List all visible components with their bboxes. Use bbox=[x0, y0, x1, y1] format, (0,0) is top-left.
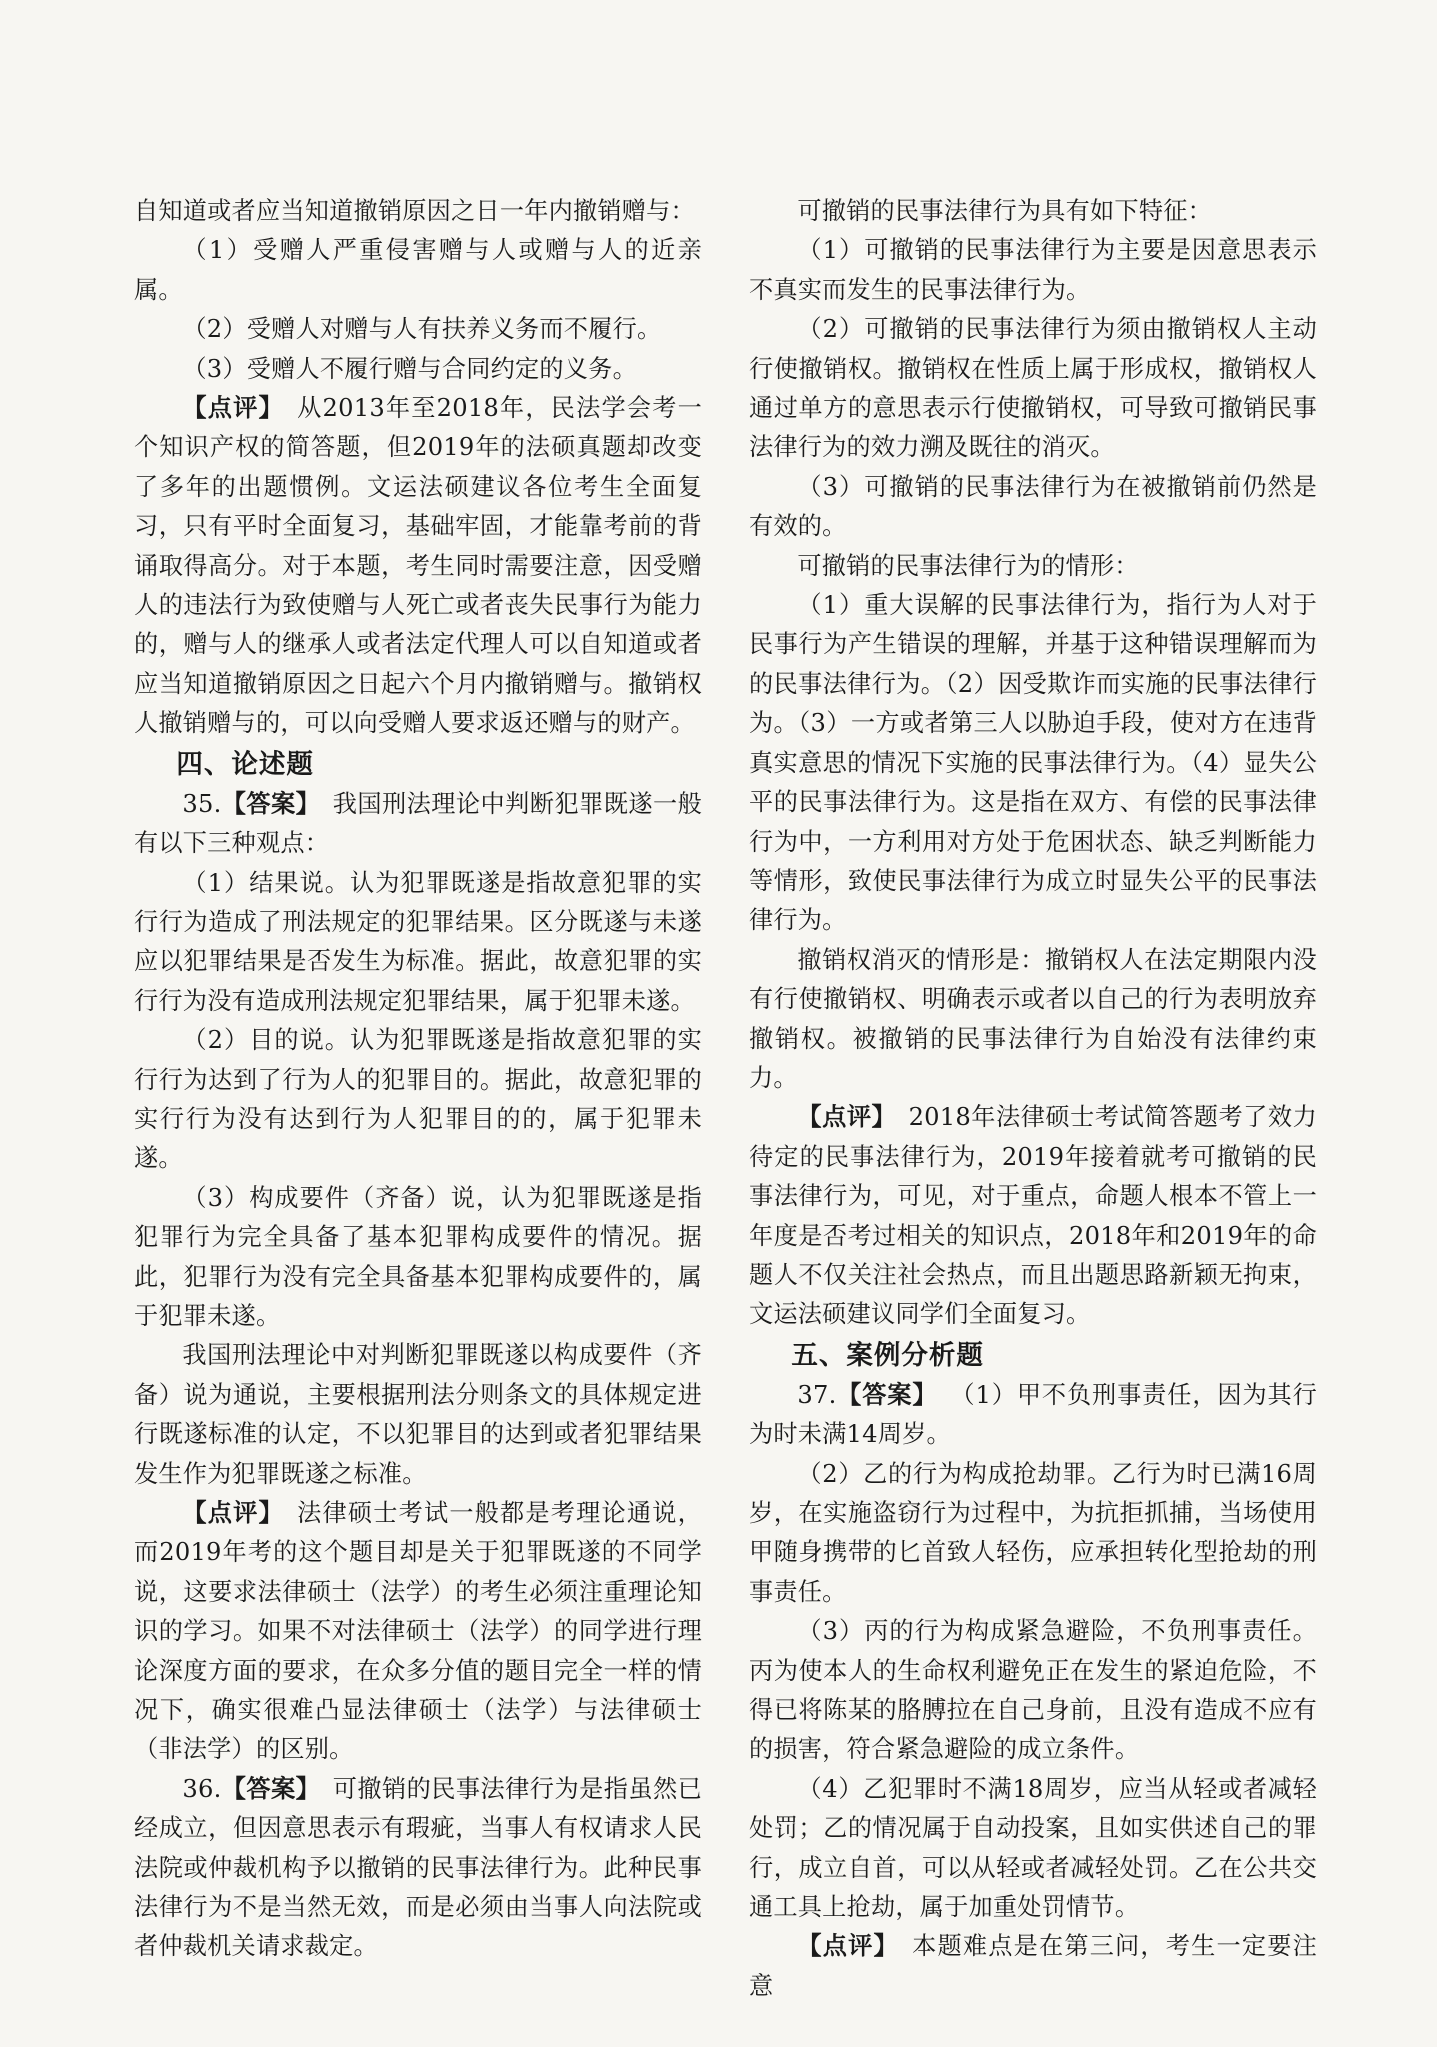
paragraph: 可撤销的民事法律行为的情形： bbox=[797, 551, 1139, 580]
paragraph: 自知道或者应当知道撤销原因之日一年内撤销赠与： bbox=[134, 197, 695, 225]
answer-label: 【点评】 bbox=[797, 1932, 899, 1961]
paragraph: （1）结果说。认为犯罪既遂是指故意犯罪的实行行为造成了刑法规定的犯罪结果。区分既遂与未遂应以犯罪结果是否发生为标准。据此，故意犯罪的实行行为没有造成刑法规定犯罪结果，属于犯罪未遂。 bbox=[134, 868, 702, 1015]
paragraph bbox=[134, 785, 702, 864]
paragraph: （3）构成要件（齐备）说，认为犯罪既遂是指犯罪行为完全具备了基本犯罪构成要件的情况。据此，犯罪行为没有完全具备基本犯罪构成要件的，属于犯罪未遂。 bbox=[134, 1183, 702, 1330]
paragraph bbox=[749, 1376, 1317, 1455]
answer-label: 【答案】 bbox=[221, 1774, 321, 1803]
paragraph bbox=[134, 1770, 702, 1967]
paragraph: （2）可撤销的民事法律行为须由撤销权人主动行使撤销权。撤销权在性质上属于形成权，撤销权人通过单方的意思表示行使撤销权，可导致可撤销民事法律行为的效力溯及既往的消灭。 bbox=[749, 315, 1317, 462]
paragraph bbox=[749, 1927, 1317, 2006]
paragraph: （4）乙犯罪时不满18周岁，应当从轻或者减轻处罚；乙的情况属于自动投案，且如实供述自己的罪行，成立自首，可以从轻或者减轻处罚。乙在公共交通工具上抢劫，属于加重处罚情节。 bbox=[749, 1774, 1317, 1922]
paragraph: （1）可撤销的民事法律行为主要是因意思表示不真实而发生的民事法律行为。 bbox=[749, 236, 1317, 304]
paragraph bbox=[749, 1098, 1317, 1334]
question-number: 36. bbox=[182, 1774, 222, 1803]
paragraph-text: 可撤销的民事法律行为是指虽然已经成立，但因意思表示有瑕疵，当事人有权请求人民法院或仲裁机构予以撤销的民事法律行为。此种民事法律行为不是当然无效，而是必须由当事人向法院或者仲裁机关请求裁定。 bbox=[134, 1774, 702, 1961]
answer-label: 【点评】 bbox=[797, 1103, 897, 1132]
paragraph: （3）受赠人不履行赠与合同约定的义务。 bbox=[182, 354, 637, 383]
paragraph-text: 本题难点是在第三问，考生一定要注意 bbox=[749, 1932, 1317, 2000]
answer-label: 【点评】 bbox=[182, 1499, 284, 1527]
paragraph-text: 从2013年至2018年，民法学会考一个知识产权的简答题，但2019年的法硕真题却改变了多年的出题惯例。文运法硕建议各位考生全面复习，只有平时全面复习，基础牢固，才能靠考前的背诵取得高分。对于本题，考生同时需要注意，因受赠人的违法行为致使赠与人死亡或者丧失民事行为能力的，赠与人的继承人或者法定代理人可以自知道或者应当知道撤销原因之日起六个月内撤销赠与。撤销权人撤销赠与的，可以向受赠人要求返还赠与的财产。 bbox=[134, 394, 702, 738]
answer-label: 【点评】 bbox=[182, 394, 284, 423]
right-column bbox=[749, 192, 1317, 2006]
section-heading: 四、论述题 bbox=[176, 748, 314, 780]
left-column bbox=[134, 192, 702, 1967]
paragraph-text: （1）甲不负刑事责任，因为其行为时未满14周岁。 bbox=[749, 1380, 1317, 1449]
answer-label: 【答案】 bbox=[836, 1380, 938, 1409]
paragraph: （3）可撤销的民事法律行为在被撤销前仍然是有效的。 bbox=[749, 472, 1317, 541]
paragraph: 我国刑法理论中对判断犯罪既遂以构成要件（齐备）说为通说，主要根据刑法分则条文的具体规定进行既遂标准的认定，不以犯罪目的达到或者犯罪结果发生作为犯罪既遂之标准。 bbox=[134, 1341, 702, 1488]
paragraph: 可撤销的民事法律行为具有如下特征： bbox=[797, 197, 1212, 225]
question-number: 35. bbox=[182, 789, 222, 818]
paragraph: （2）乙的行为构成抢劫罪。乙行为时已满16周岁，在实施盗窃行为过程中，为抗拒抓捕，当场使用甲随身携带的匕首致人轻伤，应承担转化型抢劫的刑事责任。 bbox=[749, 1459, 1317, 1606]
paragraph bbox=[134, 389, 702, 744]
paragraph: （2）目的说。认为犯罪既遂是指故意犯罪的实行行为达到了行为人的犯罪目的。据此，故意犯罪的实行行为没有达到行为人犯罪目的的，属于犯罪未遂。 bbox=[134, 1026, 702, 1173]
paragraph: （1）重大误解的民事法律行为，指行为人对于民事行为产生错误的理解，并基于这种错误理解而为的民事法律行为。（2）因受欺诈而实施的民事法律行为。（3）一方或者第三人以胁迫手段，使对方在违背真实意思的情况下实施的民事法律行为。（4）显失公平的民事法律行为。这是指在双方、有偿的民事法律行为中，一方利用对方处于危困状态、缺乏判断能力等情形，致使民事法律行为成立时显失公平的民事法律行为。 bbox=[749, 591, 1317, 935]
section-heading: 五、案例分析题 bbox=[791, 1339, 984, 1371]
paragraph: （1）受赠人严重侵害赠与人或赠与人的近亲属。 bbox=[134, 236, 702, 304]
answer-label: 【答案】 bbox=[221, 789, 321, 818]
paragraph bbox=[134, 1494, 702, 1770]
paragraph: （3）丙的行为构成紧急避险，不负刑事责任。丙为使本人的生命权利避免正在发生的紧迫危险，不得已将陈某的胳膊拉在自己身前，且没有造成不应有的损害，符合紧急避险的成立条件。 bbox=[749, 1617, 1317, 1764]
paragraph-text: 我国刑法理论中判断犯罪既遂一般有以下三种观点： bbox=[134, 789, 702, 858]
paragraph: （2）受赠人对赠与人有扶养义务而不履行。 bbox=[182, 315, 662, 344]
question-number: 37. bbox=[797, 1380, 837, 1409]
paragraph-text: 2018年法律硕士考试简答题考了效力待定的民事法律行为，2019年接着就考可撤销的民事法律行为，可见，对于重点，命题人根本不管上一年度是否考过相关的知识点，2018年和2019年的命题人不仅关注社会热点，而且出题思路新颖无拘束，文运法硕建议同学们全面复习。 bbox=[749, 1103, 1318, 1329]
paragraph: 撤销权消灭的情形是：撤销权人在法定期限内没有行使撤销权、明确表示或者以自己的行为表明放弃撤销权。被撤销的民事法律行为自始没有法律约束力。 bbox=[749, 945, 1317, 1092]
paragraph-text: 法律硕士考试一般都是考理论通说，而2019年考的这个题目却是关于犯罪既遂的不同学说，这要求法律硕士（法学）的考生必须注重理论知识的学习。如果不对法律硕士（法学）的同学进行理论深度方面的要求，在众多分值的题目完全一样的情况下，确实很难凸显法律硕士（法学）与法律硕士（非法学）的区别。 bbox=[134, 1499, 702, 1764]
